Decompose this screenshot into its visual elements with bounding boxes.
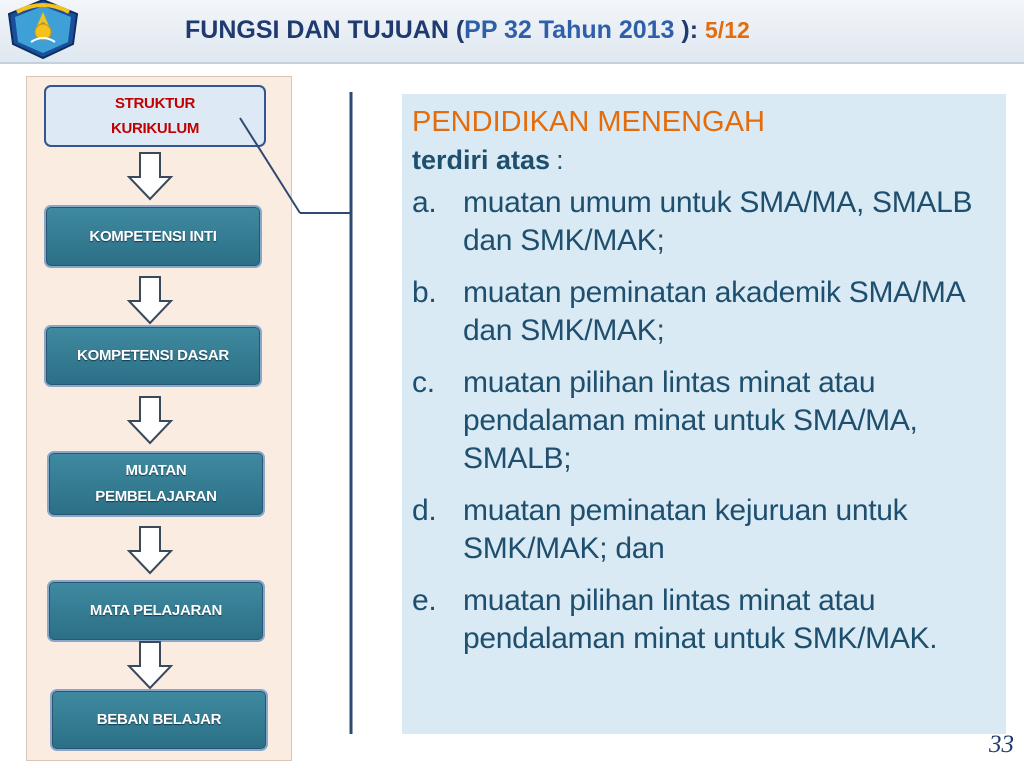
title-regulation: PP 32 Tahun 2013 bbox=[464, 16, 675, 44]
list-marker: a. bbox=[412, 186, 437, 219]
title-close: ): bbox=[674, 16, 706, 44]
slide-title bbox=[185, 16, 750, 45]
flow-box-label: BEBAN BELAJAR bbox=[96, 711, 222, 728]
title-main: FUNGSI DAN TUJUAN ( bbox=[185, 16, 465, 44]
list-item bbox=[412, 184, 994, 260]
flow-box-muatan-pembelajaran bbox=[47, 451, 265, 517]
list-marker: b. bbox=[412, 276, 437, 309]
list-item bbox=[412, 492, 994, 568]
down-arrow-icon bbox=[125, 640, 175, 690]
list-text: muatan peminatan kejuruan untuk SMK/MAK; dan bbox=[463, 494, 908, 565]
slide-header bbox=[0, 0, 1024, 64]
down-arrow-icon bbox=[125, 525, 175, 575]
flow-box-label: KOMPETENSI INTI bbox=[89, 227, 217, 245]
flow-box-struktur-kurikulum bbox=[44, 85, 266, 147]
title-page-count: 5/12 bbox=[705, 17, 750, 43]
list-marker: e. bbox=[412, 584, 437, 617]
content-box bbox=[402, 94, 1006, 734]
list-item bbox=[412, 582, 994, 658]
flow-box-label: MUATAN PEMBELAJARAN bbox=[95, 462, 217, 505]
list-marker: d. bbox=[412, 494, 437, 527]
flow-box-beban-belajar bbox=[50, 689, 268, 751]
down-arrow-icon bbox=[125, 275, 175, 325]
subheading-colon: : bbox=[556, 145, 564, 175]
content-list bbox=[412, 184, 994, 658]
down-arrow-icon bbox=[125, 151, 175, 201]
flow-box-label: STRUKTUR KURIKULUM bbox=[110, 95, 200, 137]
content-heading: PENDIDIKAN MENENGAH bbox=[412, 106, 765, 138]
list-marker: c. bbox=[412, 366, 435, 399]
flow-box-mata-pelajaran bbox=[47, 580, 265, 642]
page-number: 33 bbox=[989, 731, 1014, 758]
list-text: muatan pilihan lintas minat atau pendalaman minat untuk SMK/MAK. bbox=[463, 584, 938, 655]
list-item bbox=[412, 274, 994, 350]
flow-box-label: KOMPETENSI DASAR bbox=[77, 347, 229, 364]
flow-box-kompetensi-inti bbox=[44, 205, 262, 268]
list-text: muatan peminatan akademik SMA/MA dan SMK/MAK; bbox=[463, 276, 964, 347]
down-arrow-icon bbox=[125, 395, 175, 445]
tut-wuri-handayani-logo bbox=[3, 0, 83, 60]
list-text: muatan pilihan lintas minat atau pendalaman minat untuk SMA/MA, SMALB; bbox=[463, 366, 918, 475]
content-subheading bbox=[412, 142, 994, 178]
flow-box-kompetensi-dasar bbox=[44, 325, 262, 387]
flow-box-label: MATA PELAJARAN bbox=[89, 602, 223, 619]
subheading-text: terdiri atas bbox=[412, 145, 551, 175]
list-text: muatan umum untuk SMA/MA, SMALB dan SMK/MAK; bbox=[463, 186, 973, 257]
list-item bbox=[412, 364, 994, 478]
